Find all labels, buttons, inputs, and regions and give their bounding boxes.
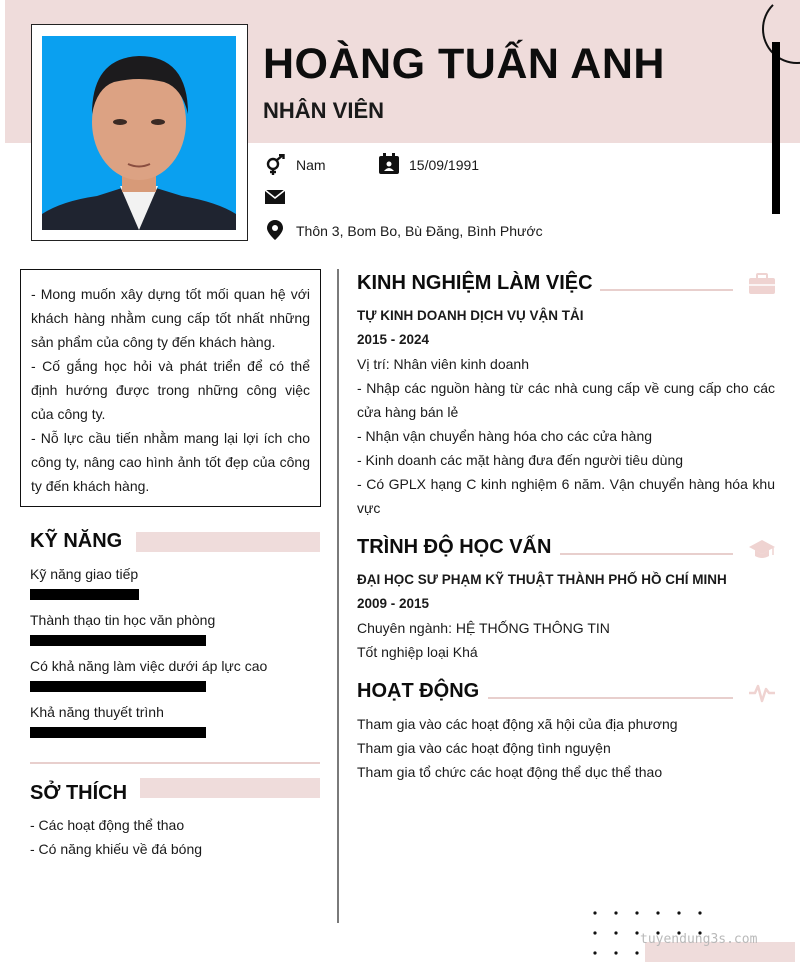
education-title: TRÌNH ĐỘ HỌC VẤN [357, 536, 552, 558]
career-objective-box [20, 269, 321, 507]
objective-line: - Mong muốn xây dựng tốt mối quan hệ với khách hàng nhằm cung cấp tốt nhất những sản phẩm của công ty đến khách hàng. [31, 286, 310, 350]
hobbies-title-accent [140, 778, 320, 798]
column-divider [337, 269, 339, 923]
skill-bar [30, 589, 139, 600]
hobbies-title: SỞ THÍCH [30, 782, 128, 804]
hobby-item: - Các hoạt động thể thao [30, 817, 185, 833]
experience-duty: - Kinh doanh các mặt hàng đưa đến người tiêu dùng [357, 452, 684, 468]
activity-item: Tham gia vào các hoạt động tình nguyện [357, 740, 611, 756]
gender-value: Nam [296, 157, 326, 173]
education-school: ĐẠI HỌC SƯ PHẠM KỸ THUẬT THÀNH PHỐ HỒ CHÍ MINH [357, 572, 727, 587]
skills-title-accent [136, 532, 320, 552]
experience-period: 2015 - 2024 [357, 332, 430, 347]
experience-title-line [600, 289, 733, 291]
birthdate-value: 15/09/1991 [409, 157, 480, 173]
objective-line: - Cố gắng học hỏi và phát triển để có thể định hướng được trong những công việc của công ty. [31, 358, 310, 422]
education-period: 2009 - 2015 [357, 596, 430, 611]
education-grade: Tốt nghiệp loại Khá [357, 644, 478, 660]
skills-title: KỸ NĂNG [30, 530, 123, 552]
envelope-icon [264, 186, 286, 208]
pulse-icon [748, 681, 776, 705]
skill-bar [30, 635, 206, 646]
experience-title: KINH NGHIỆM LÀM VIỆC [357, 272, 593, 294]
gender-icon [264, 154, 286, 176]
section-divider [30, 762, 320, 764]
experience-duty: - Nhận vận chuyển hàng hóa cho các cửa hàng [357, 428, 653, 444]
objective-line: - Nỗ lực cầu tiến nhằm mang lại lợi ích cho công ty, nâng cao hình ảnh tốt đẹp của công ty đến khách hàng. [31, 430, 310, 494]
address-value: Thôn 3, Bom Bo, Bù Đăng, Bình Phước [296, 223, 543, 239]
experience-duty: - Có GPLX hạng C kinh nghiệm 6 năm. Vận chuyển hàng hóa khu vực [357, 476, 775, 516]
skill-bar [30, 681, 206, 692]
education-title-line [560, 553, 733, 555]
graduation-cap-icon [748, 537, 776, 561]
skill-label: Có khả năng làm việc dưới áp lực cao [30, 658, 268, 674]
skill-bar [30, 727, 206, 738]
experience-duty: - Nhập các nguồn hàng từ các nhà cung cấp về cung cấp cho các cửa hàng bán lẻ [357, 380, 775, 420]
job-title: NHÂN VIÊN [263, 98, 385, 123]
map-pin-icon [264, 219, 286, 241]
decorative-vertical-bar [772, 42, 780, 214]
watermark: tuyendung3s.com [640, 932, 758, 947]
profile-photo [42, 36, 236, 230]
education-major: Chuyên ngành: HỆ THỐNG THÔNG TIN [357, 620, 610, 636]
briefcase-icon [748, 272, 776, 296]
skill-label: Kỹ năng giao tiếp [30, 566, 139, 582]
activity-item: Tham gia tổ chức các hoạt động thể dục thể thao [357, 764, 663, 780]
activities-title: HOẠT ĐỘNG [357, 680, 480, 702]
activities-title-line [488, 697, 733, 699]
experience-company: TỰ KINH DOANH DỊCH VỤ VẬN TẢI [357, 308, 584, 323]
skill-label: Khả năng thuyết trình [30, 704, 164, 720]
activity-item: Tham gia vào các hoạt động xã hội của địa phương [357, 716, 678, 732]
calendar-icon [378, 153, 400, 175]
skill-label: Thành thạo tin học văn phòng [30, 612, 216, 628]
hobby-item: - Có năng khiếu về đá bóng [30, 841, 203, 857]
experience-position: Vị trí: Nhân viên kinh doanh [357, 356, 529, 372]
candidate-name: HOÀNG TUẤN ANH [263, 40, 665, 88]
